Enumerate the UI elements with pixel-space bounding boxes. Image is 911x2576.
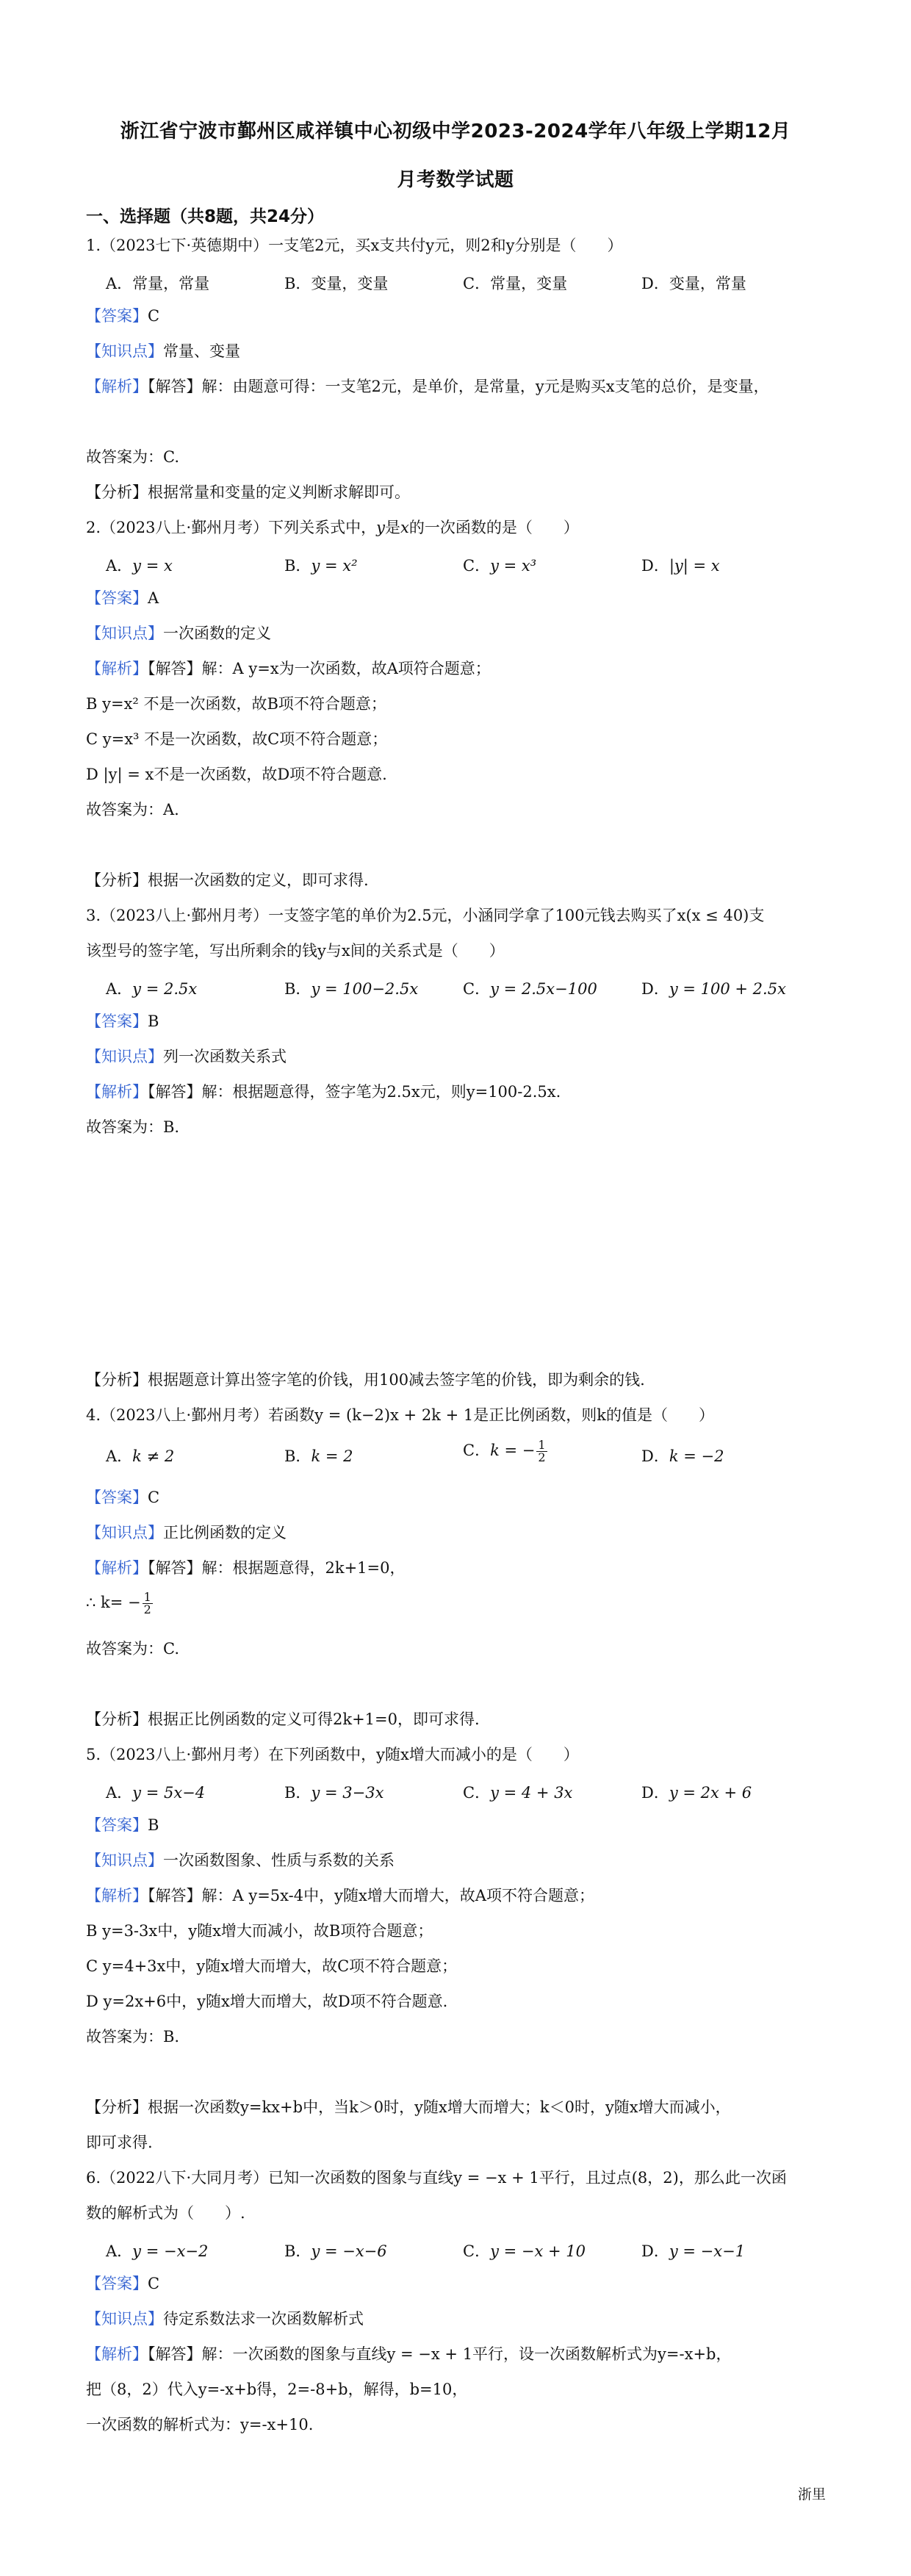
q5-option-b-label: B． bbox=[284, 1784, 312, 1802]
q4-stem: 4.（2023八上·鄞州月考）若函数y = (k−2)x + 2k + 1是正比例函数，则k的值是（ ） bbox=[86, 1406, 714, 1424]
q4-analysis bbox=[86, 1559, 406, 1577]
q5-option-a-math: y = 5x−4 bbox=[132, 1784, 206, 1802]
q2-option-c-math: y = x³ bbox=[490, 557, 537, 575]
q4-option-a-math: k ≠ 2 bbox=[132, 1447, 175, 1465]
q2-option-d-math: |y| = x bbox=[669, 557, 720, 575]
q1-knowledge-value: 常量、变量 bbox=[163, 342, 240, 360]
q1-option-a: A．常量，常量 bbox=[106, 275, 210, 292]
q2-option-b-math: y = x² bbox=[311, 557, 358, 575]
q2-stem-mid: 是 bbox=[385, 519, 401, 536]
q4-option-d-math: k = −2 bbox=[669, 1447, 724, 1465]
q3-solution-text: 解：根据题意得，签字笔为2.5x元，则y=100-2.5x. bbox=[201, 1083, 561, 1101]
q3-option-c bbox=[463, 977, 597, 999]
q5-option-c bbox=[463, 1781, 572, 1803]
answer-tag: 【答案】 bbox=[86, 1012, 148, 1030]
q4-answer bbox=[86, 1489, 159, 1507]
q2-stem bbox=[86, 519, 579, 537]
q6-option-d bbox=[641, 2239, 745, 2262]
answer-tag: 【答案】 bbox=[86, 589, 148, 607]
q5-knowledge bbox=[86, 1852, 395, 1870]
q4-option-c-label: C． bbox=[463, 1442, 491, 1459]
q6-knowledge bbox=[86, 2310, 364, 2328]
q1-conclusion: 故答案为：C. bbox=[86, 448, 179, 466]
q4-option-d bbox=[641, 1444, 724, 1467]
analysis-tag: 【解析】 bbox=[86, 1083, 148, 1101]
q6-option-c-math: y = −x + 10 bbox=[490, 2242, 586, 2260]
q4-option-a-label: A． bbox=[106, 1447, 133, 1465]
q4-option-c bbox=[463, 1439, 549, 1464]
q6-answer bbox=[86, 2275, 159, 2293]
q5-line-c: C y=4+3x中，y随x增大而增大，故C项不符合题意； bbox=[86, 1957, 458, 1975]
solution-tag: 【解答】 bbox=[148, 1083, 202, 1101]
q4-knowledge bbox=[86, 1524, 287, 1542]
q6-option-c-label: C． bbox=[463, 2242, 491, 2260]
q3-option-d-label: D． bbox=[641, 980, 669, 998]
knowledge-tag: 【知识点】 bbox=[86, 2310, 163, 2328]
q6-line3: 一次函数的解析式为：y=-x+10. bbox=[86, 2416, 314, 2433]
q6-option-c bbox=[463, 2239, 586, 2262]
q1-fenxi bbox=[86, 483, 410, 502]
q6-stem-line2: 数的解析式为（ ）. bbox=[86, 2204, 245, 2222]
q3-option-c-math: y = 2.5x−100 bbox=[490, 980, 597, 998]
q4-therefore-fraction bbox=[143, 1591, 153, 1616]
q5-fenxi-line2: 即可求得. bbox=[86, 2134, 153, 2151]
q1-stem: 1.（2023七下·英德期中）一支笔2元，买x支共付y元，则2和y分别是（ ） bbox=[86, 237, 623, 254]
q2-stem-pre: 2.（2023八上·鄞州月考）下列关系式中， bbox=[86, 519, 377, 536]
q3-option-c-label: C． bbox=[463, 980, 491, 998]
fenxi-tag: 【分析】 bbox=[86, 483, 148, 501]
q2-option-a bbox=[106, 554, 173, 576]
q2-analysis bbox=[86, 660, 491, 678]
q5-stem: 5.（2023八上·鄞州月考）在下列函数中，y随x增大而减小的是（ ） bbox=[86, 1746, 579, 1763]
answer-tag: 【答案】 bbox=[86, 307, 148, 325]
q6-line2: 把（8，2）代入y=-x+b得，2=-8+b，解得，b=10， bbox=[86, 2381, 468, 2398]
q2-option-c-label: C． bbox=[463, 557, 491, 575]
q1-answer-value: C bbox=[148, 307, 160, 325]
q4-knowledge-value: 正比例函数的定义 bbox=[163, 1524, 287, 1541]
q2-line-c: C y=x³ 不是一次函数，故C项不符合题意； bbox=[86, 730, 388, 748]
q1-answer bbox=[86, 307, 159, 325]
q5-conclusion: 故答案为：B. bbox=[86, 2028, 180, 2046]
q2-fenxi-text: 根据一次函数的定义，即可求得. bbox=[148, 871, 369, 889]
q2-stem-post: 的一次函数的是（ ） bbox=[408, 519, 579, 536]
q2-option-c bbox=[463, 554, 536, 576]
q5-option-a-label: A． bbox=[106, 1784, 133, 1802]
q6-solution-text: 解：一次函数的图象与直线y = −x + 1平行，设一次函数解析式为y=-x+b， bbox=[201, 2345, 732, 2363]
fenxi-tag: 【分析】 bbox=[86, 1371, 148, 1389]
knowledge-tag: 【知识点】 bbox=[86, 1852, 163, 1869]
q5-answer bbox=[86, 1816, 159, 1835]
q2-answer-value: A bbox=[148, 589, 159, 607]
knowledge-tag: 【知识点】 bbox=[86, 1048, 163, 1065]
q4-fenxi bbox=[86, 1710, 480, 1729]
fraction-numerator: 1 bbox=[143, 1590, 151, 1604]
q6-option-b-label: B． bbox=[284, 2242, 312, 2260]
section-heading: 一、选择题（共8题，共24分） bbox=[86, 207, 325, 226]
q3-fenxi-text: 根据题意计算出签字笔的价钱，用100减去签字笔的价钱，即为剩余的钱. bbox=[148, 1371, 645, 1389]
q2-option-d bbox=[641, 554, 720, 576]
q4-solution-text: 解：根据题意得，2k+1=0， bbox=[201, 1559, 406, 1577]
q5-fenxi-line1 bbox=[86, 2098, 731, 2117]
solution-tag: 【解答】 bbox=[148, 2345, 202, 2363]
solution-tag: 【解答】 bbox=[148, 378, 202, 395]
q4-conclusion: 故答案为：C. bbox=[86, 1640, 179, 1658]
fenxi-tag: 【分析】 bbox=[86, 871, 148, 889]
q1-analysis bbox=[86, 378, 769, 396]
q6-option-a bbox=[106, 2239, 208, 2262]
analysis-tag: 【解析】 bbox=[86, 1559, 148, 1577]
q5-option-a bbox=[106, 1781, 205, 1803]
q6-option-a-label: A． bbox=[106, 2242, 133, 2260]
q1-fenxi-text: 根据常量和变量的定义判断求解即可。 bbox=[148, 483, 410, 501]
q3-conclusion: 故答案为：B. bbox=[86, 1118, 180, 1136]
q2-answer bbox=[86, 589, 159, 608]
analysis-tag: 【解析】 bbox=[86, 378, 148, 395]
knowledge-tag: 【知识点】 bbox=[86, 625, 163, 642]
q5-option-c-math: y = 4 + 3x bbox=[490, 1784, 573, 1802]
q4-option-d-label: D． bbox=[641, 1447, 669, 1465]
solution-tag: 【解答】 bbox=[148, 1887, 202, 1904]
q5-option-b-math: y = 3−3x bbox=[311, 1784, 384, 1802]
q2-stem-y: y bbox=[376, 519, 386, 536]
q6-option-b-math: y = −x−6 bbox=[311, 2242, 387, 2260]
q3-answer-value: B bbox=[148, 1012, 159, 1030]
q5-option-d-math: y = 2x + 6 bbox=[669, 1784, 752, 1802]
q1-option-c: C．常量，变量 bbox=[463, 275, 568, 292]
q4-answer-value: C bbox=[148, 1489, 160, 1506]
q5-analysis bbox=[86, 1887, 594, 1905]
q4-option-a bbox=[106, 1444, 174, 1467]
q3-knowledge bbox=[86, 1048, 287, 1066]
document-title-line2: 月考数学试题 bbox=[397, 169, 514, 191]
q2-knowledge-value: 一次函数的定义 bbox=[163, 625, 271, 642]
q5-line-d: D y=2x+6中，y随x增大而增大，故D项不符合题意. bbox=[86, 1993, 448, 2010]
q4-fenxi-text: 根据正比例函数的定义可得2k+1=0，即可求得. bbox=[148, 1710, 480, 1728]
q2-option-b bbox=[284, 554, 358, 576]
answer-tag: 【答案】 bbox=[86, 1489, 148, 1506]
q5-fenxi-text: 根据一次函数y=kx+b中，当k＞0时，y随x增大而增大；k＜0时，y随x增大而减小， bbox=[148, 2098, 731, 2116]
q6-analysis bbox=[86, 2345, 732, 2364]
q1-option-d: D．变量，常量 bbox=[641, 275, 746, 292]
q5-line-b: B y=3-3x中，y随x增大而减小，故B项符合题意； bbox=[86, 1922, 433, 1940]
analysis-tag: 【解析】 bbox=[86, 1887, 148, 1904]
q3-option-b-label: B． bbox=[284, 980, 312, 998]
q3-option-b bbox=[284, 977, 418, 999]
q3-option-a-math: y = 2.5x bbox=[132, 980, 198, 998]
fraction-denominator: 2 bbox=[538, 1450, 546, 1464]
q2-solution-text: 解：A y=x为一次函数，故A项符合题意； bbox=[201, 660, 491, 677]
q2-conclusion: 故答案为：A. bbox=[86, 801, 179, 819]
q2-option-a-label: A． bbox=[106, 557, 133, 575]
q4-option-b-math: k = 2 bbox=[311, 1447, 353, 1465]
fenxi-tag: 【分析】 bbox=[86, 2098, 148, 2116]
q2-stem-x: x bbox=[400, 519, 409, 536]
q6-stem-line1: 6.（2022八下·大同月考）已知一次函数的图象与直线y = −x + 1平行，且过点(8，2)，那么此一次函 bbox=[86, 2169, 787, 2187]
q1-solution-text: 解：由题意可得：一支笔2元，是单价，是常量，y元是购买x支笔的总价，是变量， bbox=[201, 378, 769, 395]
q6-option-b bbox=[284, 2239, 387, 2262]
q6-option-a-math: y = −x−2 bbox=[132, 2242, 209, 2260]
q2-option-d-label: D． bbox=[641, 557, 669, 575]
q4-option-b bbox=[284, 1444, 353, 1467]
q2-option-a-math: y = x bbox=[132, 557, 173, 575]
q6-answer-value: C bbox=[148, 2275, 160, 2292]
q2-option-b-label: B． bbox=[284, 557, 312, 575]
q3-option-a bbox=[106, 977, 197, 999]
q3-option-d bbox=[641, 977, 786, 999]
analysis-tag: 【解析】 bbox=[86, 2345, 148, 2363]
fenxi-tag: 【分析】 bbox=[86, 1710, 148, 1728]
q5-option-d-label: D． bbox=[641, 1784, 669, 1802]
q6-option-d-math: y = −x−1 bbox=[669, 2242, 746, 2260]
q4-therefore-text: ∴ k= − bbox=[86, 1594, 141, 1611]
q1-option-b: B．变量，变量 bbox=[284, 275, 389, 292]
q5-answer-value: B bbox=[148, 1816, 159, 1834]
q2-knowledge bbox=[86, 625, 271, 643]
q5-knowledge-value: 一次函数图象、性质与系数的关系 bbox=[163, 1852, 395, 1869]
q3-fenxi bbox=[86, 1371, 645, 1389]
q4-option-c-math: k = − bbox=[490, 1442, 536, 1459]
knowledge-tag: 【知识点】 bbox=[86, 342, 163, 360]
knowledge-tag: 【知识点】 bbox=[86, 1524, 163, 1541]
q3-analysis bbox=[86, 1083, 561, 1101]
solution-tag: 【解答】 bbox=[148, 660, 202, 677]
q4-option-c-fraction bbox=[536, 1439, 547, 1464]
answer-tag: 【答案】 bbox=[86, 2275, 148, 2292]
q3-option-d-math: y = 100 + 2.5x bbox=[669, 980, 786, 998]
q3-option-b-math: y = 100−2.5x bbox=[311, 980, 419, 998]
q2-fenxi bbox=[86, 871, 369, 890]
q6-knowledge-value: 待定系数法求一次函数解析式 bbox=[163, 2310, 364, 2328]
answer-tag: 【答案】 bbox=[86, 1816, 148, 1834]
q5-solution-text: 解：A y=5x-4中，y随x增大而增大，故A项不符合题意； bbox=[201, 1887, 594, 1904]
q3-answer bbox=[86, 1012, 159, 1031]
q1-knowledge bbox=[86, 342, 240, 361]
document-title-line1: 浙江省宁波市鄞州区咸祥镇中心初级中学2023-2024学年八年级上学期12月 bbox=[120, 120, 791, 143]
fraction-denominator: 2 bbox=[143, 1602, 151, 1616]
q4-therefore bbox=[86, 1591, 154, 1616]
q2-line-b: B y=x² 不是一次函数，故B项不符合题意； bbox=[86, 695, 386, 713]
q3-knowledge-value: 列一次函数关系式 bbox=[163, 1048, 287, 1065]
q4-option-b-label: B． bbox=[284, 1447, 312, 1465]
analysis-tag: 【解析】 bbox=[86, 660, 148, 677]
solution-tag: 【解答】 bbox=[148, 1559, 202, 1577]
q3-stem-line1: 3.（2023八上·鄞州月考）一支签字笔的单价为2.5元，小涵同学拿了100元钱去购买了x(x ≤ 40)支 bbox=[86, 907, 765, 924]
q6-option-d-label: D． bbox=[641, 2242, 669, 2260]
page-footer: 浙里 bbox=[797, 2486, 826, 2503]
q3-stem-line2: 该型号的签字笔，写出所剩余的钱y与x间的关系式是（ ） bbox=[86, 942, 505, 960]
q3-option-a-label: A． bbox=[106, 980, 133, 998]
q2-line-d: D |y| = x不是一次函数，故D项不符合题意. bbox=[86, 766, 387, 783]
fraction-numerator: 1 bbox=[538, 1438, 546, 1452]
q5-option-c-label: C． bbox=[463, 1784, 491, 1802]
q5-option-b bbox=[284, 1781, 384, 1803]
q5-option-d bbox=[641, 1781, 752, 1803]
